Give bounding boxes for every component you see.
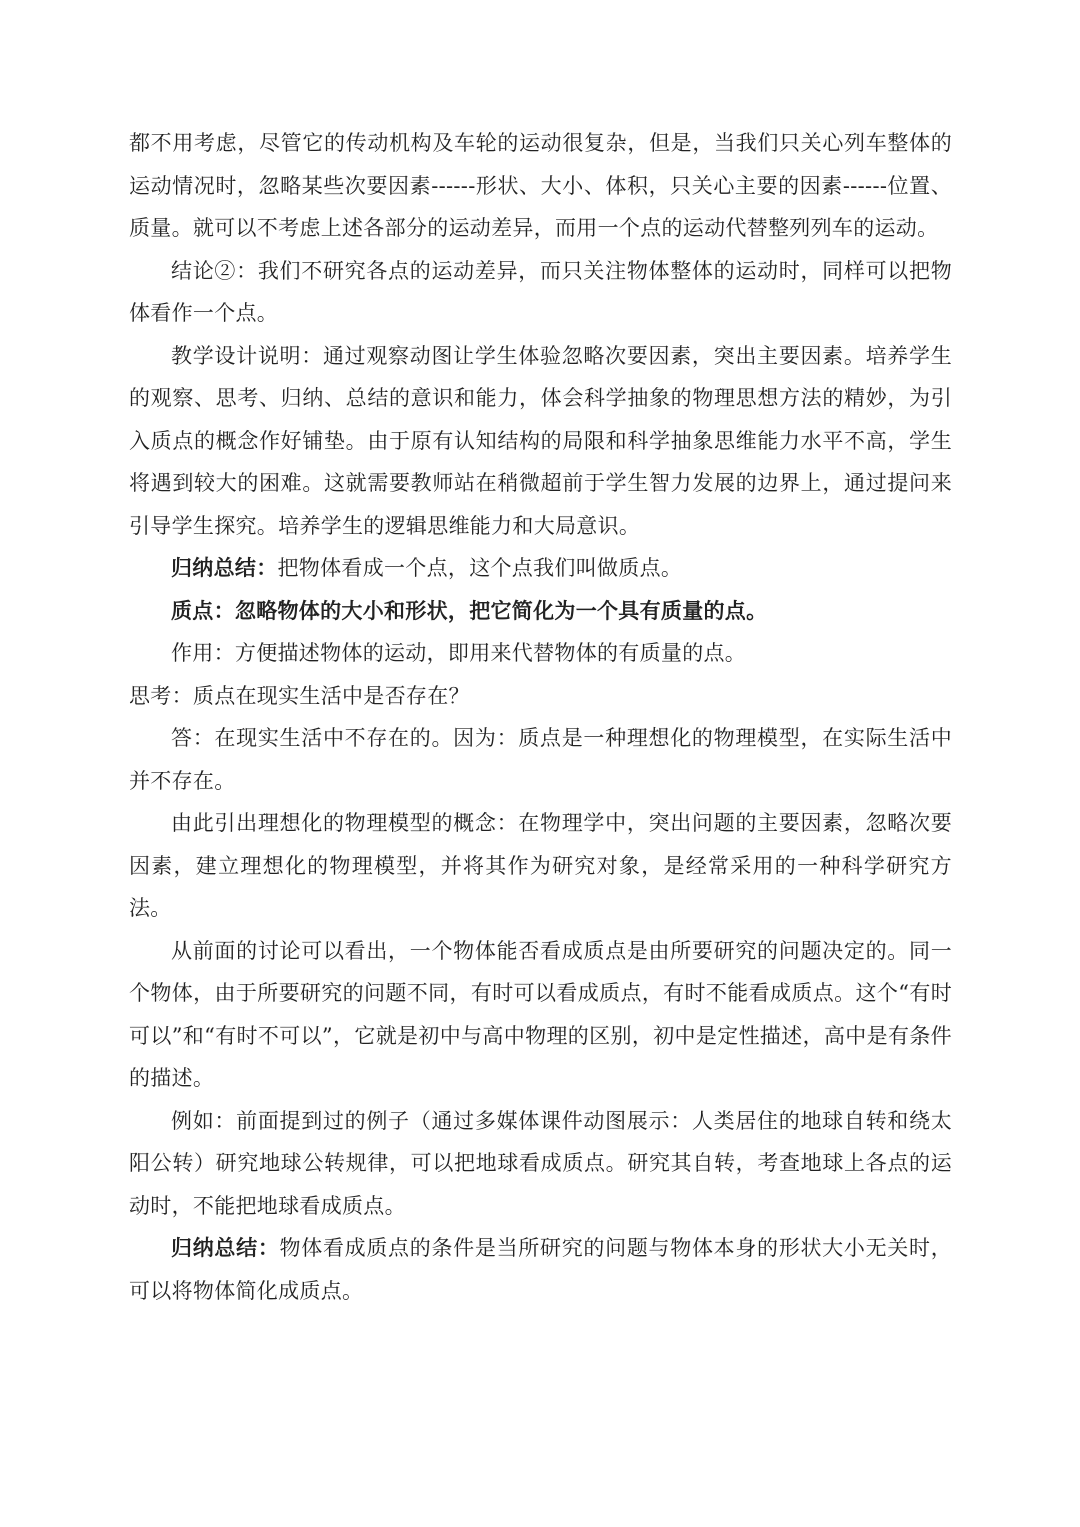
paragraph-example [129,1100,952,1228]
paragraph-text: 例如：前面提到过的例子（通过多媒体课件动图展示：人类居住的地球自转和绕太阳公转）研究地球公转规律，可以把地球看成质点。研究其自转，考查地球上各点的运动时，不能把地球看成质点。 [129,1108,952,1218]
paragraph-text: 都不用考虑，尽管它的传动机构及车轮的运动很复杂，但是，当我们只关心列车整体的运动情况时，忽略某些次要因素------形状、大小、体积，只关心主要的因素------位置、质量。就可以不考虑上述各部分的运动差异，而用一个点的运动代替整列列车的运动。 [129,131,952,240]
paragraph-text: 从前面的讨论可以看出，一个物体能否看成质点是由所要研究的问题决定的。同一个物体，由于所要研究的问题不同，有时可以看成质点，有时不能看成质点。这个“有时可以”和“有时不可以”，它就是初中与高中物理的区别，初中是定性描述，高中是有条件的描述。 [129,938,952,1090]
paragraph-definition [129,590,952,633]
paragraph-text: 结论②：我们不研究各点的运动差异，而只关注物体整体的运动时，同样可以把物体看作一个点。 [129,258,952,325]
paragraph-summary-2 [129,1227,952,1312]
paragraph-text: 由此引出理想化的物理模型的概念：在物理学中，突出问题的主要因素，忽略次要因素，建立理想化的物理模型，并将其作为研究对象，是经常采用的一种科学研究方法。 [129,811,952,920]
paragraph-text: 教学设计说明：通过观察动图让学生体验忽略次要因素，突出主要因素。培养学生的观察、思考、归纳、总结的意识和能力，体会科学抽象的物理思想方法的精妙，为引入质点的概念作好铺垫。由于原有认知结构的局限和科学抽象思维能力水平不高，学生将遇到较大的困难。这就需要教师站在稍微超前于学生智力发展的边界上，通过提问来引导学生探究。培养学生的逻辑思维能力和大局意识。 [129,343,952,538]
paragraph-text: 思考：质点在现实生活中是否存在？ [129,683,470,708]
document-page [129,122,952,1312]
paragraph-text: 作用：方便描述物体的运动，即用来代替物体的有质量的点。 [171,641,747,665]
paragraph-train-motion [129,122,952,250]
paragraph-text: 把物体看成一个点，这个点我们叫做质点。 [277,556,683,580]
paragraph-text: 答：在现实生活中不存在的。因为：质点是一种理想化的物理模型，在实际生活中并不存在。 [129,726,952,793]
paragraph-text: 质点：忽略物体的大小和形状，把它简化为一个具有质量的点。 [171,597,768,623]
paragraph-ideal-model [129,802,952,930]
paragraph-lead-label: 归纳总结： [171,555,278,580]
paragraph-lead-label: 归纳总结： [171,1235,280,1260]
paragraph-function [129,632,952,675]
paragraph-conclusion-2 [129,250,952,335]
paragraph-question [129,675,952,718]
paragraph-text: 物体看成质点的条件是当所研究的问题与物体本身的形状大小无关时，可以将物体简化成质点。 [129,1236,953,1303]
paragraph-summary-1 [129,547,952,590]
paragraph-design-notes [129,335,952,548]
paragraph-discussion [129,930,952,1100]
paragraph-answer [129,717,952,802]
